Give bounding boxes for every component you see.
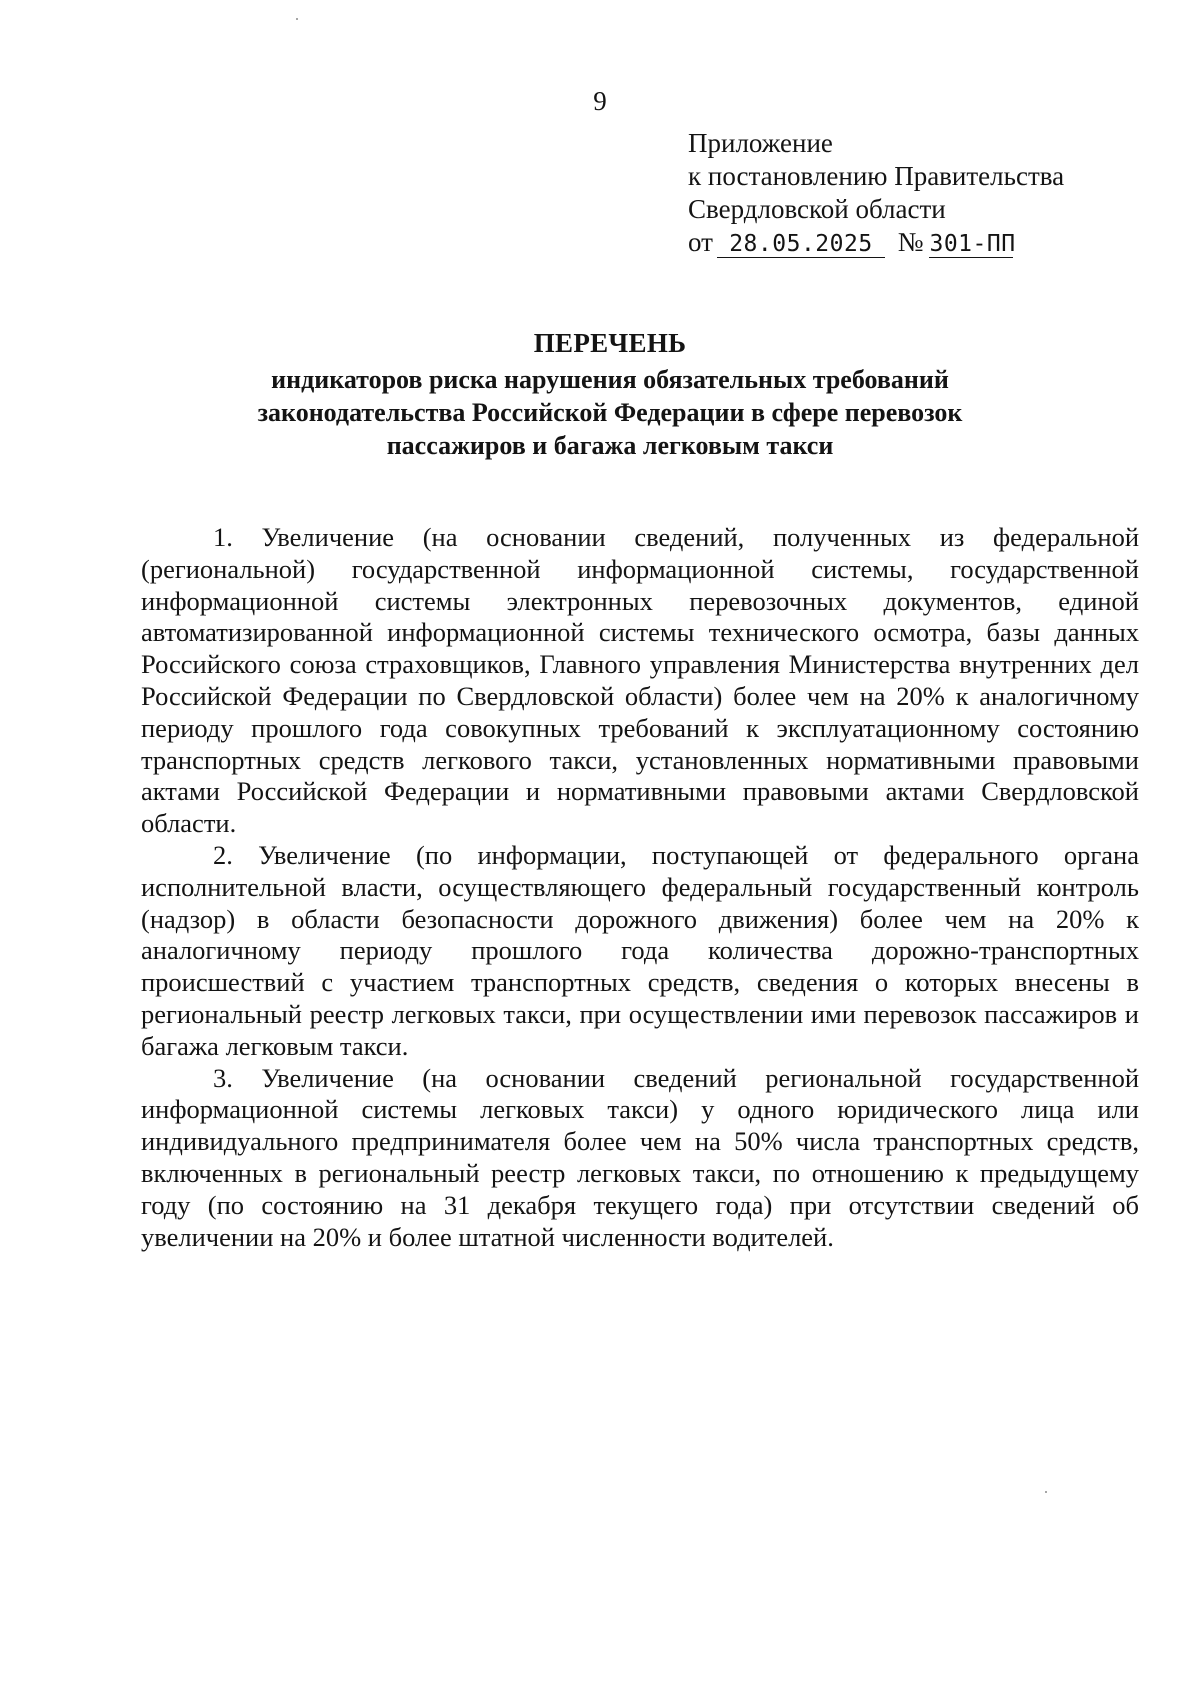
resolution-number: 301-ПП — [929, 231, 1016, 257]
list-item: 1. Увеличение (на основании сведений, полученных из федеральной (региональной) государственной информационной системы, государственной информационной системы электронных перевозочных документов, единой автоматизированной информационной системы технического осмотра, базы данных Российского союза страховщиков, Главного управления Министерства внутренних дел Российской Федерации по Свердловской области) более чем на 20% к аналогичному периоду прошлого года совокупных требований к эксплуатационному состоянию транспортных средств легкового такси, установленных нормативными правовыми актами Российской Федерации и нормативными правовыми актами Свердловской области. — [141, 522, 1139, 839]
date-prefix: от — [688, 227, 713, 257]
scan-speck — [1045, 1491, 1047, 1493]
document-subtitle: индикаторов риска нарушения обязательных требований законодательства Российской Федерации в сфере перевозок пассажиров и багажа легковым такси — [257, 365, 963, 460]
appendix-resolution-line: к постановлению Правительства — [688, 161, 1065, 191]
document-title: ПЕРЕЧЕНЬ — [533, 328, 687, 358]
list-item: 3. Увеличение (на основании сведений региональной государственной информационной системы легковых такси) у одного юридического лица или индивидуального предпринимателя более чем на 50% числа транспортных средств, включенных в региональный реестр легковых такси, по отношению к предыдущему году (по состоянию на 31 декабря текущего года) при отсутствии сведений об увеличении на 20% и более штатной численности водителей. — [141, 1062, 1139, 1252]
scan-speck — [296, 18, 298, 20]
appendix-label: Приложение — [688, 128, 833, 158]
document-title-block — [140, 325, 1080, 462]
appendix-header — [688, 127, 1168, 262]
appendix-date-line — [688, 226, 1168, 262]
number-sign: № — [897, 227, 924, 257]
page-number: 9 — [593, 86, 607, 116]
resolution-date: 28.05.2025 — [717, 231, 885, 258]
document-body — [141, 522, 1139, 1253]
list-item: 2. Увеличение (по информации, поступающей от федерального органа исполнительной власти, осуществляющего федеральный государственный контроль (надзор) в области безопасности дорожного движения) более чем на 20% к аналогичному периоду прошлого года количества дорожно-транспортных происшествий с участием транспортных средств, сведения о которых внесены в региональный реестр легковых такси, при осуществлении ими перевозок пассажиров и багажа легковым такси. — [141, 839, 1139, 1061]
appendix-region-line: Свердловской области — [688, 194, 946, 224]
